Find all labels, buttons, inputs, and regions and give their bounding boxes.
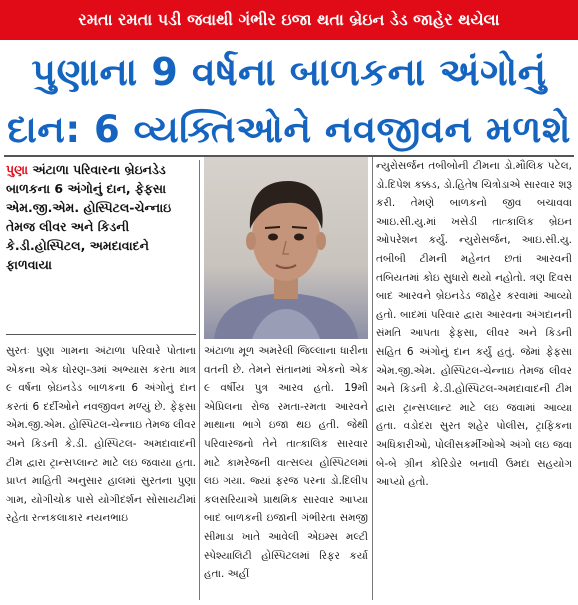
column-1-text: સુરતઃ પુણા ગામના અંટાળા પરિવારે પોતાના એકના એક ધોરણ-૩માં અભ્યાસ કરતા માત્ર ૯ વર્ષના બ્રેઇનડેડ બાળકના 6 અંગોનું દાન કરતાં 6 દર્દીઓને નવજીવન મળ્યું છે. ફેફસા એમ.જી.એમ. હોસ્પિટલ-ચેન્નાઇ તેમજ લીવર અને કિડની કે.ડી. હોસ્પિટલ- અમદાવાદની ટીમ દ્વારા ટ્રાન્સપ્લાન્ટ માટે લઇ જવાયા હતા. પ્રાપ્ત માહિતી અનુસાર હાલમાં સુરતના પુણા ગામ, યોગીચોક પાસે યોગીદર્શન સોસાયટીમાં રહેતા રત્નકલાકાર નયનભાઇ	[6, 345, 196, 525]
article-column-2	[204, 342, 368, 584]
intro-text: અંટાળા પરિવારના બ્રેઇનડેડ બાળકના 6 અંગોનું દાન, ફેફસા એમ.જી.એમ. હોસ્પિટલ-ચેન્નાઇ તેમજ લીવર અને કિડની કે.ડી.હોસ્પિટલ, અમદાવાદને ફાળવાયા	[6, 162, 172, 272]
dateline-city: પુણા	[6, 162, 29, 177]
intro-rule	[6, 334, 196, 335]
headline-line-2: દાન: 6 વ્યક્તિઓને નવજીવન મળશે	[7, 108, 571, 151]
column-divider	[372, 157, 373, 600]
kicker-banner: રમતા રમતા પડી જવાથી ગંભીર ઇજા થતા બ્રેઇન ડેડ જાહેર થયેલા	[0, 0, 578, 40]
intro-summary	[6, 160, 196, 274]
headline-line-1: પુણાના 9 વર્ષના બાળકના અંગોનું	[31, 50, 547, 94]
column-3-text: ન્યુરોસર્જન તબીબોની ટીમના ડો.મૌલિક પટેલ, ડો.દિપેશ કક્કડ, ડો.હિતેષ ચિત્રોડાએ સારવાર શરૂ કરી. તેમણે બાળકનો જીવ બચાવવા આઇ.સી.યુ.માં ખસેડી તાત્કાલિક બ્રેઇન ઓપરેશન કર્યું. ન્યુરોસર્જન, આઇ.સી.યુ. તબીબી ટીમની મહેનત છતાં આરવની તબિયતમાં કોઇ સુધારો થયો નહોતો. ત્રણ દિવસ બાદ આરવને બ્રેઇનડેડ જાહેર કરવામાં આવ્યો હતો. બાદમાં પરિવાર દ્વારા આરવના અંગદાનની સંમતિ આપતા ફેફસા, લીવર અને કિડની સહિત 6 અંગોનું દાન કર્યું હતું. જેમાં ફેફસા એમ.જી.એમ. હોસ્પિટલ-ચેન્નાઇ તેમજ લીવર અને કિડની કે.ડી.હોસ્પિટલ-અમદાવાદની ટીમ દ્વારા ટ્રાન્સપ્લાન્ટ માટે લઇ જવામાં આવ્યા હતા. વડોદરા સુરત શહેર પોલીસ, ટ્રાફિકના અધિકારીઓ, પોલીસકર્મીઓએ અંગો લઇ જવા બે-બે ગ્રીન કોરિડોર બનાવી ઉમદા સહયોગ આપ્યો હતો.	[376, 160, 572, 489]
column-2-text: અંટાળા મૂળ અમરેલી જિલ્લાના ધારીના વતની છે. તેમને સંતાનમાં એકનો એક ૯ વર્ષીય પુત્ર આરવ હતો. 19મી એપ્રિલના રોજ રમતા-રમતા આરવને માથાના ભાગે ઇજા થઇ હતી. જેથી પરિવારજનો તેને તાત્કાલિક સારવાર માટે કામરેજની વાત્સલ્ય હોસ્પિટલમાં લઇ ગયા. જ્યાં ફરજ પરના ડો.દિલીપ કલસરિયાએ પ્રાથમિક સારવાર આપ્યા બાદ બાળકની ઇજાની ગંભીરતા સમજી સીમાડા ખાતે આવેલી એઇમ્સ મલ્ટી સ્પેશ્યાલિટી હોસ્પિટલમાં રિફર કર્યા હતા. અહીં	[204, 345, 368, 581]
article-column-1	[6, 342, 196, 528]
column-divider	[199, 160, 200, 600]
article-column-3	[376, 157, 572, 492]
boy-photo	[204, 157, 368, 339]
